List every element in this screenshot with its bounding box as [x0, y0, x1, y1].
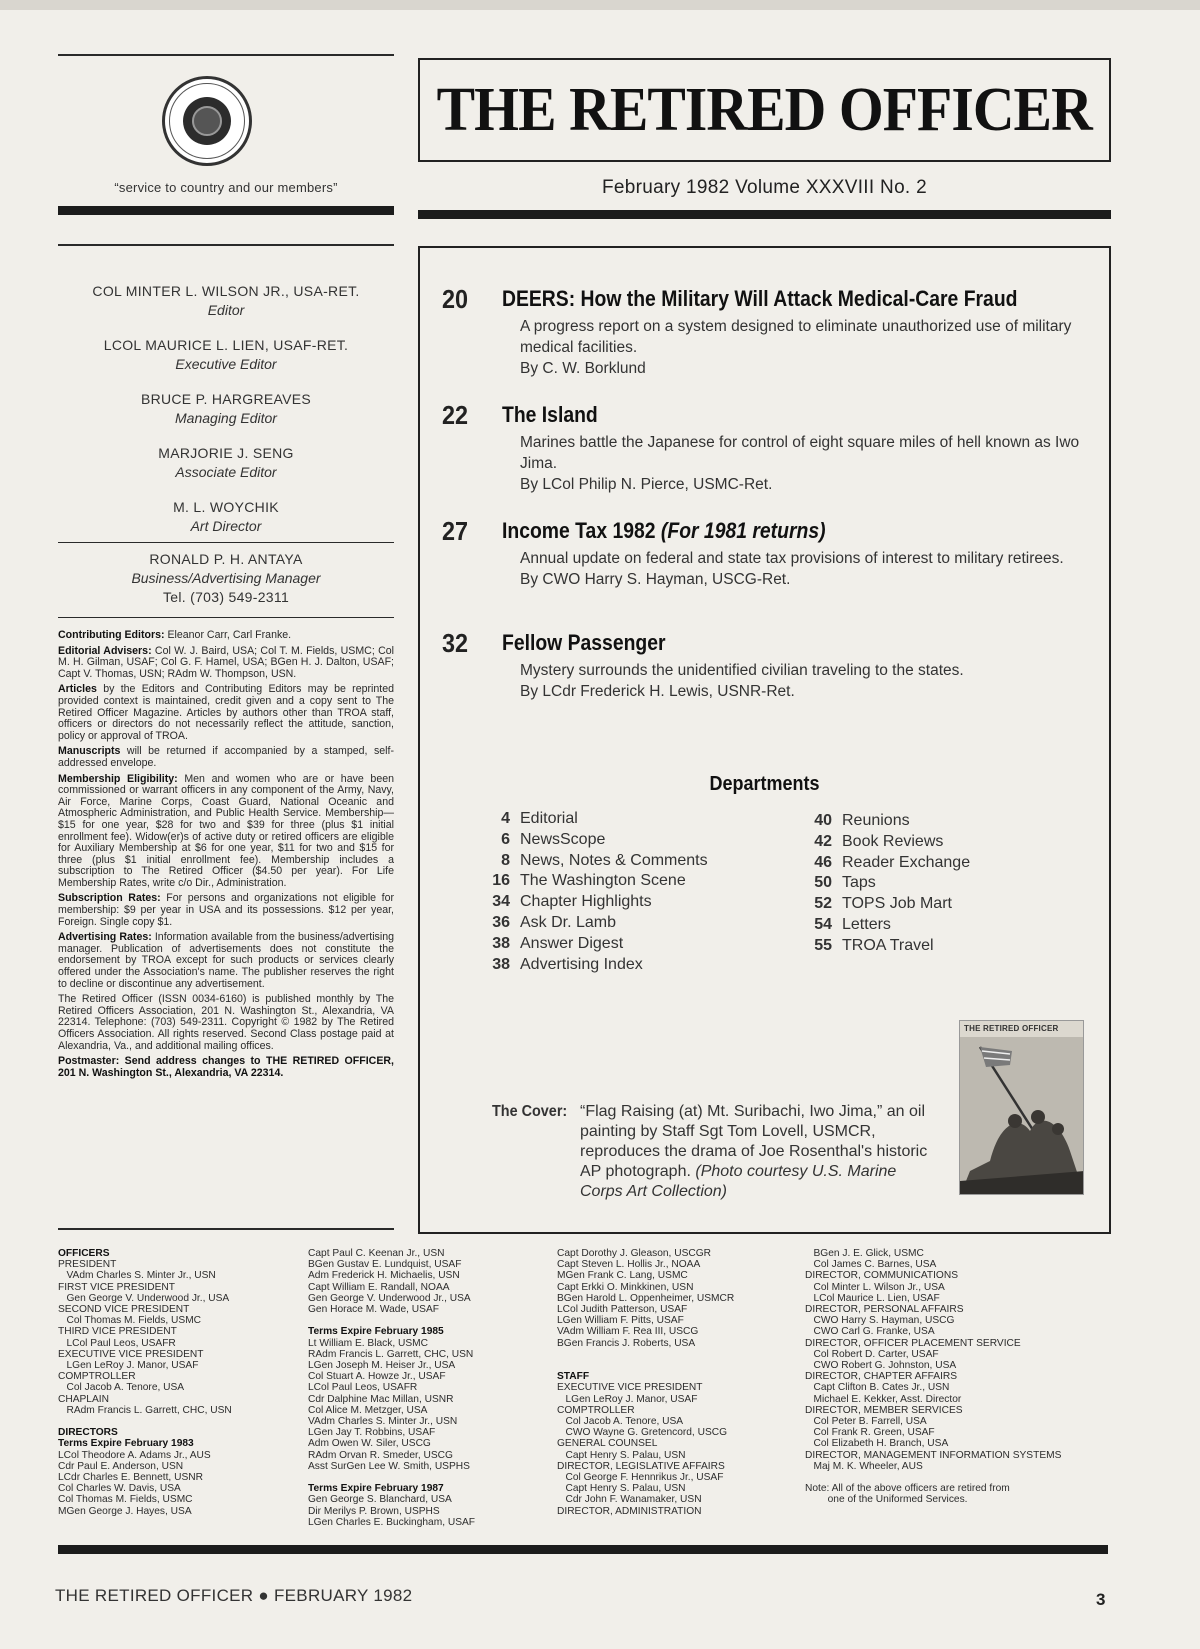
staff-name: COL MINTER L. WILSON JR., USA-RET.: [92, 283, 360, 299]
article-description: [520, 316, 1090, 379]
fine-print-paragraph: [58, 684, 394, 742]
department-name: TOPS Job Mart: [842, 895, 952, 913]
article-page: 32: [442, 628, 469, 658]
staff-role: Associate Editor: [175, 464, 277, 480]
department-name: Chapter Highlights: [520, 893, 652, 911]
article-entry[interactable]: [442, 628, 1102, 708]
department-name: Advertising Index: [520, 955, 643, 973]
article-page: 22: [442, 400, 469, 430]
department-item[interactable]: [800, 937, 934, 955]
department-item[interactable]: [800, 854, 970, 872]
flag-raising-illustration: [960, 1021, 1084, 1195]
department-name: NewsScope: [520, 830, 606, 848]
fine-print-text: Col W. J. Baird, USA; Col T. M. Fields, USMC; Col M. H. Gilman, USAF; Col G. F. Hamel, USA; BGen H. J. Dalton, USAF; Capt V. Thomas, USN; RAdm W. Thompson, USN.: [58, 644, 394, 680]
staff-art-director: [58, 498, 394, 536]
divider: [58, 617, 394, 618]
department-item[interactable]: [800, 833, 943, 851]
department-item[interactable]: [478, 852, 708, 870]
cover-thumbnail-image[interactable]: [959, 1020, 1084, 1195]
staff-executive-editor: [58, 336, 394, 374]
staff-role: Editor: [207, 302, 245, 318]
department-page: 52: [814, 895, 832, 913]
fine-print-paragraph: [58, 893, 394, 928]
fine-print-paragraph: [58, 1056, 394, 1079]
fine-print-lead: Postmaster: Send address changes to THE RETIRED OFFICER, 201 N. Washington St., Alexandria, VA 22314.: [58, 1055, 394, 1079]
department-item[interactable]: [478, 831, 605, 849]
department-page: 38: [492, 955, 510, 973]
directors-staff-column: Capt Dorothy J. Gleason, USCGR Capt Steven L. Hollis Jr., NOAA MGen Frank C. Lang, USMC Capt Erkki O. Minkkinen, USN BGen Harold L. Oppenheimer, USMCR LCol Judith Patterson, USAF LGen William F. Pitts, USAF VAdm William F. Rea III, USCG BGen Francis J. Roberts, USA STAFF EXECUTIVE VICE PRESIDENT LGen LeRoy J. Manor, USAF COMPTROLLER Col Jacob A. Tenore, USA CWO Wayne G. Gretencord, USCG GENERAL COUNSEL Capt Henry S. Palau, USN DIRECTOR, LEGISLATIVE AFFAIRS Col George F. Hennrikus Jr., USAF Capt Henry S. Palau, USN Cdr John F. Wanamaker, USN DIRECTOR, ADMINISTRATION: [557, 1248, 735, 1517]
article-byline: By CWO Harry S. Hayman, USCG-Ret.: [520, 571, 791, 588]
fine-print-lead: Contributing Editors:: [58, 629, 165, 641]
issue-line: February 1982 Volume XXXVIII No. 2: [602, 177, 927, 198]
department-item[interactable]: [478, 956, 643, 974]
article-title[interactable]: Fellow Passenger: [502, 630, 666, 655]
cover-thumbnail-title: THE RETIRED OFFICER: [960, 1021, 1084, 1037]
department-page: 40: [814, 812, 832, 829]
masthead-title: THE RETIRED OFFICER: [436, 75, 1093, 144]
staff-editor: [58, 282, 394, 320]
article-summary: Mystery surrounds the unidentified civilian traveling to the states.: [520, 662, 964, 679]
fine-print-lead: Editorial Advisers:: [58, 644, 152, 657]
department-name: Letters: [842, 916, 891, 933]
department-name: Taps: [842, 874, 876, 892]
department-item[interactable]: [478, 914, 616, 932]
department-page: 6: [501, 830, 510, 848]
department-page: 34: [492, 893, 510, 911]
article-entry[interactable]: [442, 400, 1102, 500]
department-name: Editorial: [520, 810, 578, 827]
divider: [58, 54, 394, 56]
department-page: 16: [492, 872, 510, 890]
divider: [58, 1228, 394, 1230]
department-page: 38: [492, 934, 510, 952]
fine-print-text: by the Editors and Contributing Editors may be reprinted provided context is maintained, credit given and a copy sent to The Retired Officer Magazine. Articles by authors other than TROA staff, officers or directors do not necessarily reflect the attitude, sanction, policy or approval of TROA.: [58, 683, 394, 742]
scan-top-edge: [0, 0, 1200, 10]
article-title-emphasis: (For 1981 returns): [660, 518, 826, 543]
divider-bar: [58, 1545, 1108, 1554]
article-description: [520, 660, 1090, 702]
fine-print-lead: Membership Eligibility:: [58, 772, 178, 785]
divider-bar: [58, 206, 394, 215]
department-name: Reunions: [842, 812, 910, 829]
staff-phone: Tel. (703) 549-2311: [162, 589, 290, 605]
department-name: Book Reviews: [842, 832, 944, 850]
department-item[interactable]: [800, 895, 952, 913]
department-item[interactable]: [478, 893, 652, 911]
staff-name: RONALD P. H. ANTAYA: [149, 551, 303, 567]
article-title[interactable]: DEERS: How the Military Will Attack Medical-Care Fraud: [502, 286, 1018, 311]
article-title[interactable]: The Island: [502, 402, 598, 427]
article-entry[interactable]: [442, 284, 1102, 384]
article-summary: Annual update on federal and state tax provisions of interest to military retirees.: [520, 550, 1064, 567]
article-byline: By C. W. Borklund: [520, 360, 646, 377]
department-page: 46: [814, 853, 832, 871]
fine-print-text: Eleanor Carr, Carl Franke.: [164, 629, 292, 641]
article-entry[interactable]: [442, 516, 1102, 616]
fine-print-paragraph: [58, 774, 394, 890]
cover-label: The Cover:: [492, 1103, 568, 1120]
officers-column: OFFICERS PRESIDENT VAdm Charles S. Minter Jr., USN FIRST VICE PRESIDENT Gen George V. Underwood Jr., USA SECOND VICE PRESIDENT Col Thomas M. Fields, USMC THIRD VICE PRESIDENT LCol Paul Leos, USAFR EXECUTIVE VICE PRESIDENT LGen LeRoy J. Manor, USAF COMPTROLLER Col Jacob A. Tenore, USA CHAPLAIN RAdm Francis L. Garrett, CHC, USN DIRECTORS Terms Expire February 1983 LCol Theodore A. Adams Jr., AUS Cdr Paul E. Anderson, USN LCdr Charles E. Bennett, USNR Col Charles W. Davis, USA Col Thomas M. Fields, USMC MGen George J. Hayes, USA: [58, 1248, 232, 1517]
article-title[interactable]: [502, 518, 826, 544]
fine-print-lead: Subscription Rates:: [58, 892, 161, 905]
department-name: News, Notes & Comments: [520, 851, 708, 869]
article-page: 27: [442, 516, 469, 546]
department-page: 50: [814, 874, 832, 892]
article-title-main: Income Tax 1982: [502, 518, 656, 543]
staff-role: Executive Editor: [175, 356, 277, 372]
divider-bar: [418, 210, 1111, 219]
department-item[interactable]: [800, 874, 876, 892]
fine-print-text: will be returned if accompanied by a stamped, self-addressed envelope.: [58, 745, 394, 769]
departments-heading: Departments: [709, 773, 820, 795]
staff-business-manager: [58, 550, 394, 607]
department-page: 8: [501, 851, 510, 869]
cover-text: [580, 1102, 940, 1202]
directors-column: Capt Paul C. Keenan Jr., USN BGen Gustav E. Lundquist, USAF Adm Frederick H. Michaelis, USN Capt William E. Randall, NOAA Gen George V. Underwood Jr., USA Gen Horace M. Wade, USAF Terms Expire February 1985 Lt William E. Black, USMC RAdm Francis L. Garrett, CHC, USN LGen Joseph M. Heiser Jr., USA Col Stuart A. Howze Jr., USAF LCol Paul Leos, USAFR Cdr Dalphine Mac Millan, USNR Col Alice M. Metzger, USA VAdm Charles S. Minter Jr., USN LGen Jay T. Robbins, USAF Adm Owen W. Siler, USCG RAdm Orvan R. Smeder, USCG Asst SurGen Lee W. Smith, USPHS Terms Expire February 1987 Gen George S. Blanchard, USA Dir Merilys P. Brown, USPHS LGen Charles E. Buckingham, USAF: [308, 1248, 476, 1528]
staff-role: Business/Advertising Manager: [131, 570, 321, 586]
staff-directors-column: BGen J. E. Glick, USMC Col James C. Barnes, USA DIRECTOR, COMMUNICATIONS Col Minter L. Wilson Jr., USA LCol Maurice L. Lien, USAF DIRECTOR, PERSONAL AFFAIRS CWO Harry S. Hayman, USCG CWO Carl G. Franke, USA DIRECTOR, OFFICER PLACEMENT SERVICE Col Robert D. Carter, USAF CWO Robert G. Johnston, USA DIRECTOR, CHAPTER AFFAIRS Capt Clifton B. Cates Jr., USN Michael E. Kekker, Asst. Director DIRECTOR, MEMBER SERVICES Col Peter B. Farrell, USA Col Frank R. Green, USAF Col Elizabeth H. Branch, USA DIRECTOR, MANAGEMENT INFORMATION SYSTEMS Maj M. K. Wheeler, AUS Note: All of the above officers are retired from one of the Uniformed Services.: [805, 1248, 1062, 1506]
department-item[interactable]: [800, 916, 891, 934]
fine-print-text: Information available from the business/advertising manager. Publication of advertisements does not constitute the endorsement by TROA except for such products or services clearly offered under the Association's name. The publisher reserves the right to decline or discontinue any advertisement.: [58, 931, 394, 990]
fine-print-paragraph: [58, 994, 394, 1052]
department-item[interactable]: [478, 935, 623, 953]
article-summary: Marines battle the Japanese for control of eight square miles of hell known as Iwo Jima.: [520, 434, 1080, 472]
article-byline: By LCdr Frederick H. Lewis, USNR-Ret.: [520, 683, 795, 700]
fine-print-paragraph: [58, 630, 394, 642]
staff-associate-editor: [58, 444, 394, 482]
fine-print-paragraph: [58, 932, 394, 990]
fine-print-paragraph: [58, 746, 394, 769]
department-page: 54: [814, 916, 832, 933]
publication-fine-print: [58, 630, 394, 1083]
page-number: 3: [1096, 1590, 1106, 1609]
cover-description: “Flag Raising (at) Mt. Suribachi, Iwo Jima,” an oil painting by Staff Sgt Tom Lovell, USMCR, reproduces the drama of Joe Rosenthal's historic AP photograph.: [580, 1103, 928, 1180]
tagline: “service to country and our members”: [114, 180, 338, 195]
article-description: [520, 548, 1090, 590]
department-page: 4: [501, 810, 510, 827]
article-description: [520, 432, 1090, 495]
running-footer: THE RETIRED OFFICER ● FEBRUARY 1982: [55, 1586, 413, 1605]
staff-managing-editor: [58, 390, 394, 428]
department-page: 55: [814, 936, 832, 954]
fine-print-lead: Manuscripts: [58, 745, 121, 758]
department-name: The Washington Scene: [520, 872, 686, 890]
divider: [58, 244, 394, 246]
fine-print-paragraph: [58, 646, 394, 681]
department-page: 42: [814, 832, 832, 850]
troa-seal-logo: [162, 76, 252, 166]
department-item[interactable]: [800, 812, 910, 830]
fine-print-lead: Articles: [58, 683, 97, 696]
department-page: 36: [492, 914, 510, 931]
department-name: Answer Digest: [520, 934, 624, 952]
staff-role: Managing Editor: [175, 410, 277, 426]
department-item[interactable]: [478, 810, 578, 828]
department-name: Reader Exchange: [842, 853, 971, 871]
article-byline: By LCol Philip N. Pierce, USMC-Ret.: [520, 476, 773, 493]
masthead-box: [418, 58, 1111, 162]
department-name: TROA Travel: [842, 936, 934, 954]
department-item[interactable]: [478, 872, 686, 890]
article-page: 20: [442, 284, 469, 314]
staff-name: M. L. WOYCHIK: [173, 499, 279, 515]
department-name: Ask Dr. Lamb: [520, 914, 617, 931]
staff-name: BRUCE P. HARGREAVES: [140, 391, 312, 407]
cover-credit: (Photo courtesy U.S. Marine Corps Art Collection): [580, 1163, 897, 1200]
fine-print-text: Men and women who are or have been commissioned or warrant officers in any component of the Army, Navy, Air Force, Marine Corps, Coast Guard, National Oceanic and Atmospheric Administration, and Public Health Service. Membership—$15 for one year, $28 for two and $39 for three (plus $1 initial enrollment fee). Widow(er)s of active duty or retired officers are eligible for Auxiliary Membership at $6 for one year, $11 for two and $15 for three (plus $1 initial enrollment fee). Membership includes a subscription to The Retired Officer ($4.50 per year). For Life Membership Rates, write c/o Dir., Administration.: [58, 772, 394, 889]
divider: [58, 542, 394, 543]
fine-print-lead: Advertising Rates:: [58, 931, 152, 944]
fine-print-text: For persons and organizations not eligible for membership: $9 per year in USA and its possessions. $12 per year, Foreign. Single copy $1.: [58, 892, 394, 928]
staff-role: Art Director: [190, 518, 262, 534]
staff-name: LCOL MAURICE L. LIEN, USAF-RET.: [103, 337, 349, 353]
fine-print-text: The Retired Officer (ISSN 0034-6160) is published monthly by The Retired Officers Association, 201 N. Washington St., Alexandria, VA 22314. Telephone: (703) 549-2311. Copyright © 1982 by The Retired Officers Association. All rights reserved. Second Class postage paid at Alexandria, Va., and additional mailing offices.: [58, 993, 394, 1052]
staff-name: MARJORIE J. SENG: [158, 445, 294, 461]
article-summary: A progress report on a system designed to eliminate unauthorized use of military medical facilities.: [520, 318, 1072, 356]
